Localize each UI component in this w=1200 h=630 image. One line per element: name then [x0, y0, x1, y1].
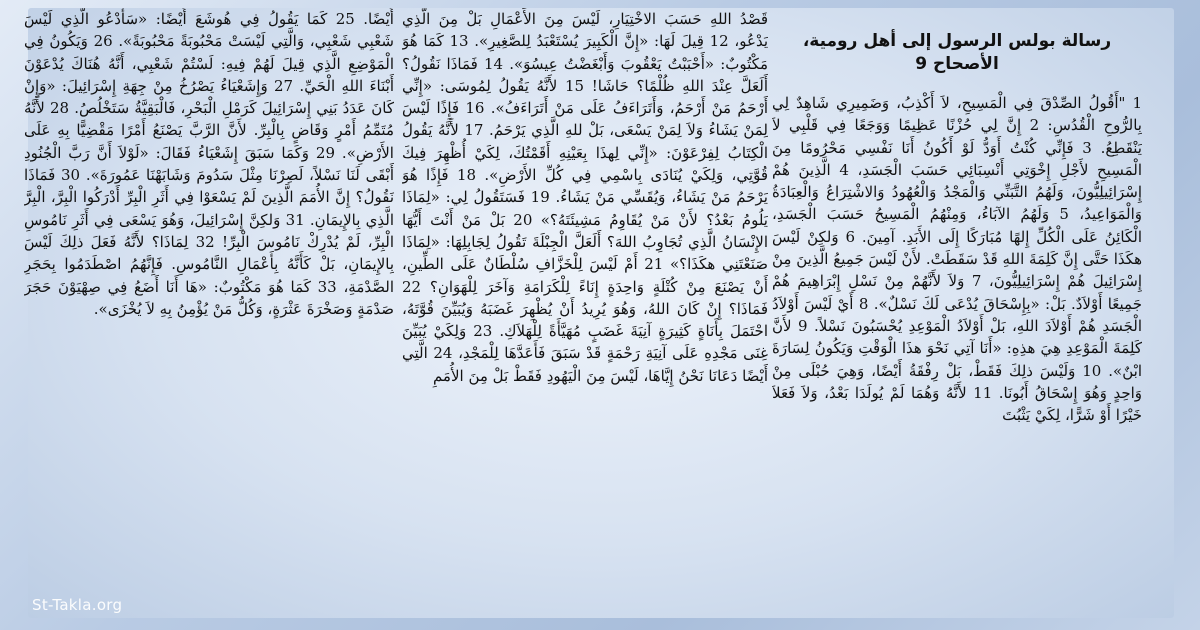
left-column-text: أَيْضًا. 25 كَمَا يَقُولُ فِي هُوشَعَ أَيْضًا: «سَأَدْعُو الَّذِي لَيْسَ شَعْبِي شَعْبِي، وَالَّتِي لَيْسَتْ مَحْبُوبَةً مَحْبُوبَةً». 26 وَيَكُونُ فِي الْمَوْضِعِ الَّذِي قِيلَ لَهُمْ فِيهِ: لَسْتُمْ شَعْبِي، أَنَّهُ هُنَاكَ يُدْعَوْنَ أَبْنَاءَ اللهِ الْحَيِّ. 27 وَإِشَعْيَاءُ يَصْرُخُ مِنْ جِهَةِ إِسْرَائِيلَ: «وَإِنْ كَانَ عَدَدُ بَنِي إِسْرَائِيلَ كَرَمْلِ الْبَحْرِ، فَالْبَقِيَّةُ سَتَخْلُصُ. 28 لأَنَّهُ مُتَمِّمُ أَمْرٍ وَقَاضٍ بِالْبِرِّ. لأَنَّ الرَّبَّ يَصْنَعُ أَمْرًا مَقْضِيًّا بِهِ عَلَى الأَرْضِ». 29 وَكَمَا سَبَقَ إِشَعْيَاءُ فَقَالَ: «لَوْلاَ أَنَّ رَبَّ الْجُنُودِ أَبْقَى لَنَا نَسْلاً، لَصِرْنَا مِثْلَ سَدُومَ وَشَابَهْنَا عَمُورَةَ». 30 فَمَاذَا نَقُولُ؟ إِنَّ الأُمَمَ الَّذِينَ لَمْ يَسْعَوْا فِي أَثَرِ الْبِرِّ أَدْرَكُوا الْبِرَّ، الْبِرَّ الَّذِي بِالإِيمَانِ. 31 وَلكِنَّ إِسْرَائِيلَ، وَهُوَ يَسْعَى فِي أَثَرِ نَامُوسِ الْبِرِّ، لَمْ يُدْرِكْ نَامُوسَ الْبِرِّ! 32 لِمَاذَا؟ لأَنَّهُ فَعَلَ ذلِكَ لَيْسَ بِالإِيمَانِ، بَلْ كَأَنَّهُ بِأَعْمَالِ النَّامُوسِ. فَإِنَّهُمُ اصْطَدَمُوا بِحَجَرِ الصَّدْمَةِ، 33 كَمَا هُوَ مَكْتُوبٌ: «هَا أَنَا أَضَعُ فِي صِهْيَوْنَ حَجَرَ صَدْمَةٍ وَصَخْرَةَ عَثْرَةٍ، وَكُلُّ مَنْ يُؤْمِنُ بِهِ لاَ يُخْزَى».: [24, 10, 394, 318]
middle-column: [402, 8, 768, 612]
left-column: [24, 8, 394, 612]
middle-column-text: قَصْدُ اللهِ حَسَبَ الاخْتِيَارِ، لَيْسَ مِنَ الأَعْمَالِ بَلْ مِنَ الَّذِي يَدْعُو، 12 قِيلَ لَهَا: «إِنَّ الْكَبِيرَ يُسْتَعْبَدُ لِلصَّغِيرِ». 13 كَمَا هُوَ مَكْتُوبٌ: «أَحْبَبْتُ يَعْقُوبَ وَأَبْغَضْتُ عِيسُوَ». 14 فَمَاذَا نَقُولُ؟ أَلَعَلَّ عِنْدَ اللهِ ظُلْمًا؟ حَاشَا! 15 لأَنَّهُ يَقُولُ لِمُوسَى: «إِنِّي أَرْحَمُ مَنْ أَرْحَمُ، وَأَتَرَاءَفُ عَلَى مَنْ أَتَرَاءَفُ». 16 فَإِذًا لَيْسَ لِمَنْ يَشَاءُ وَلاَ لِمَنْ يَسْعَى، بَلْ للهِ الَّذِي يَرْحَمُ. 17 لأَنَّهُ يَقُولُ الْكِتَابُ لِفِرْعَوْنَ: «إِنِّي لِهذَا بِعَيْنِهِ أَقَمْتُكَ، لِكَيْ أُظْهِرَ فِيكَ قُوَّتِي، وَلِكَيْ يُنَادَى بِاسْمِي فِي كُلِّ الأَرْضِ». 18 فَإِذًا هُوَ يَرْحَمُ مَنْ يَشَاءُ، وَيُقَسِّي مَنْ يَشَاءُ. 19 فَسَتَقُولُ لِي: «لِمَاذَا يَلُومُ بَعْدُ؟ لأَنْ مَنْ يُقَاوِمُ مَشِيئَتَهُ؟» 20 بَلْ مَنْ أَنْتَ أَيُّهَا الإِنْسَانُ الَّذِي تُجَاوِبُ اللهَ؟ أَلَعَلَّ الْجِبْلَةَ تَقُولُ لِجَابِلِهَا: «لِمَاذَا صَنَعْتَنِي هكَذَا؟» 21 أَمْ لَيْسَ لِلْخَزَّافِ سُلْطَانٌ عَلَى الطِّينِ، أَنْ يَصْنَعَ مِنْ كُتْلَةٍ وَاحِدَةٍ إِنَاءً لِلْكَرَامَةِ وَآخَرَ لِلْهَوَانِ؟ 22 فَمَاذَا؟ إِنْ كَانَ اللهُ، وَهُوَ يُرِيدُ أَنْ يُظْهِرَ غَضَبَهُ وَيُبَيِّنَ قُوَّتَهُ، احْتَمَلَ بِأَنَاةٍ كَثِيرَةٍ آنِيَةَ غَضَبٍ مُهَيَّأَةً لِلْهَلاَكِ. 23 وَلِكَيْ يُبَيِّنَ غِنَى مَجْدِهِ عَلَى آنِيَةِ رَحْمَةٍ قَدْ سَبَقَ فَأَعَدَّهَا لِلْمَجْدِ، 24 الَّتِي أَيْضًا دَعَانَا نَحْنُ إِيَّاهَا، لَيْسَ مِنَ الْيَهُودِ فَقَطْ بَلْ مِنَ الأُمَمِ: [402, 10, 768, 385]
right-column: [772, 8, 1142, 608]
right-column-text: 1 "أَقُولُ الصِّدْقَ فِي الْمَسِيحِ، لاَ أَكْذِبُ، وَضَمِيرِي شَاهِدٌ لِي بِالرُّوحِ الْقُدُسِ: 2 إِنَّ لِي حُزْنًا عَظِيمًا وَوَجَعًا فِي قَلْبِي لاَ يَنْقَطِعُ. 3 فَإِنِّي كُنْتُ أَوَدُّ لَوْ أَكُونُ أَنَا نَفْسِي مَحْرُومًا مِنَ الْمَسِيحِ لأَجْلِ إِخْوَتِي أَنْسِبَائِي حَسَبَ الْجَسَدِ، 4 الَّذِينَ هُمْ إِسْرَائِيلِيُّونَ، وَلَهُمُ التَّبَنِّي وَالْمَجْدُ وَالْعُهُودُ وَالاشْتِرَاعُ وَالْعِبَادَةُ وَالْمَوَاعِيدُ، 5 وَلَهُمُ الآبَاءُ، وَمِنْهُمُ الْمَسِيحُ حَسَبَ الْجَسَدِ، الْكَائِنُ عَلَى الْكُلِّ إِلهًا مُبَارَكًا إِلَى الأَبَدِ. آمِينَ. 6 وَلكِنْ لَيْسَ هكَذَا حَتَّى إِنَّ كَلِمَةَ اللهِ قَدْ سَقَطَتْ. لأَنْ لَيْسَ جَمِيعُ الَّذِينَ مِنْ إِسْرَائِيلَ هُمْ إِسْرَائِيلِيُّونَ، 7 وَلاَ لأَنَّهُمْ مِنْ نَسْلِ إِبْرَاهِيمَ هُمْ جَمِيعًا أَوْلاَدٌ. بَلْ: «بِإِسْحَاقَ يُدْعَى لَكَ نَسْلٌ». 8 أَيْ لَيْسَ أَوْلاَدُ الْجَسَدِ هُمْ أَوْلاَدَ اللهِ، بَلْ أَوْلاَدُ الْمَوْعِدِ يُحْسَبُونَ نَسْلاً. 9 لأَنَّ كَلِمَةَ الْمَوْعِدِ هِيَ هذِهِ: «أَنَا آتِي نَحْوَ هذَا الْوَقْتِ وَيَكُونُ لِسَارَةَ ابْنٌ». 10 وَلَيْسَ ذلِكَ فَقَطْ، بَلْ رِفْقَةُ أَيْضًا، وَهِيَ حُبْلَى مِنْ وَاحِدٍ وَهُوَ إِسْحَاقُ أَبُونَا. 11 لأَنَّهُ وَهُمَا لَمْ يُولَدَا بَعْدُ، وَلاَ فَعَلاَ خَيْرًا أَوْ شَرًّا، لِكَيْ يَثْبُتَ: [772, 94, 1142, 425]
site-watermark: St-Takla.org: [32, 596, 123, 614]
page-title: رسالة بولس الرسول إلى أهل رومية، الأصحاح 9: [802, 31, 1112, 74]
